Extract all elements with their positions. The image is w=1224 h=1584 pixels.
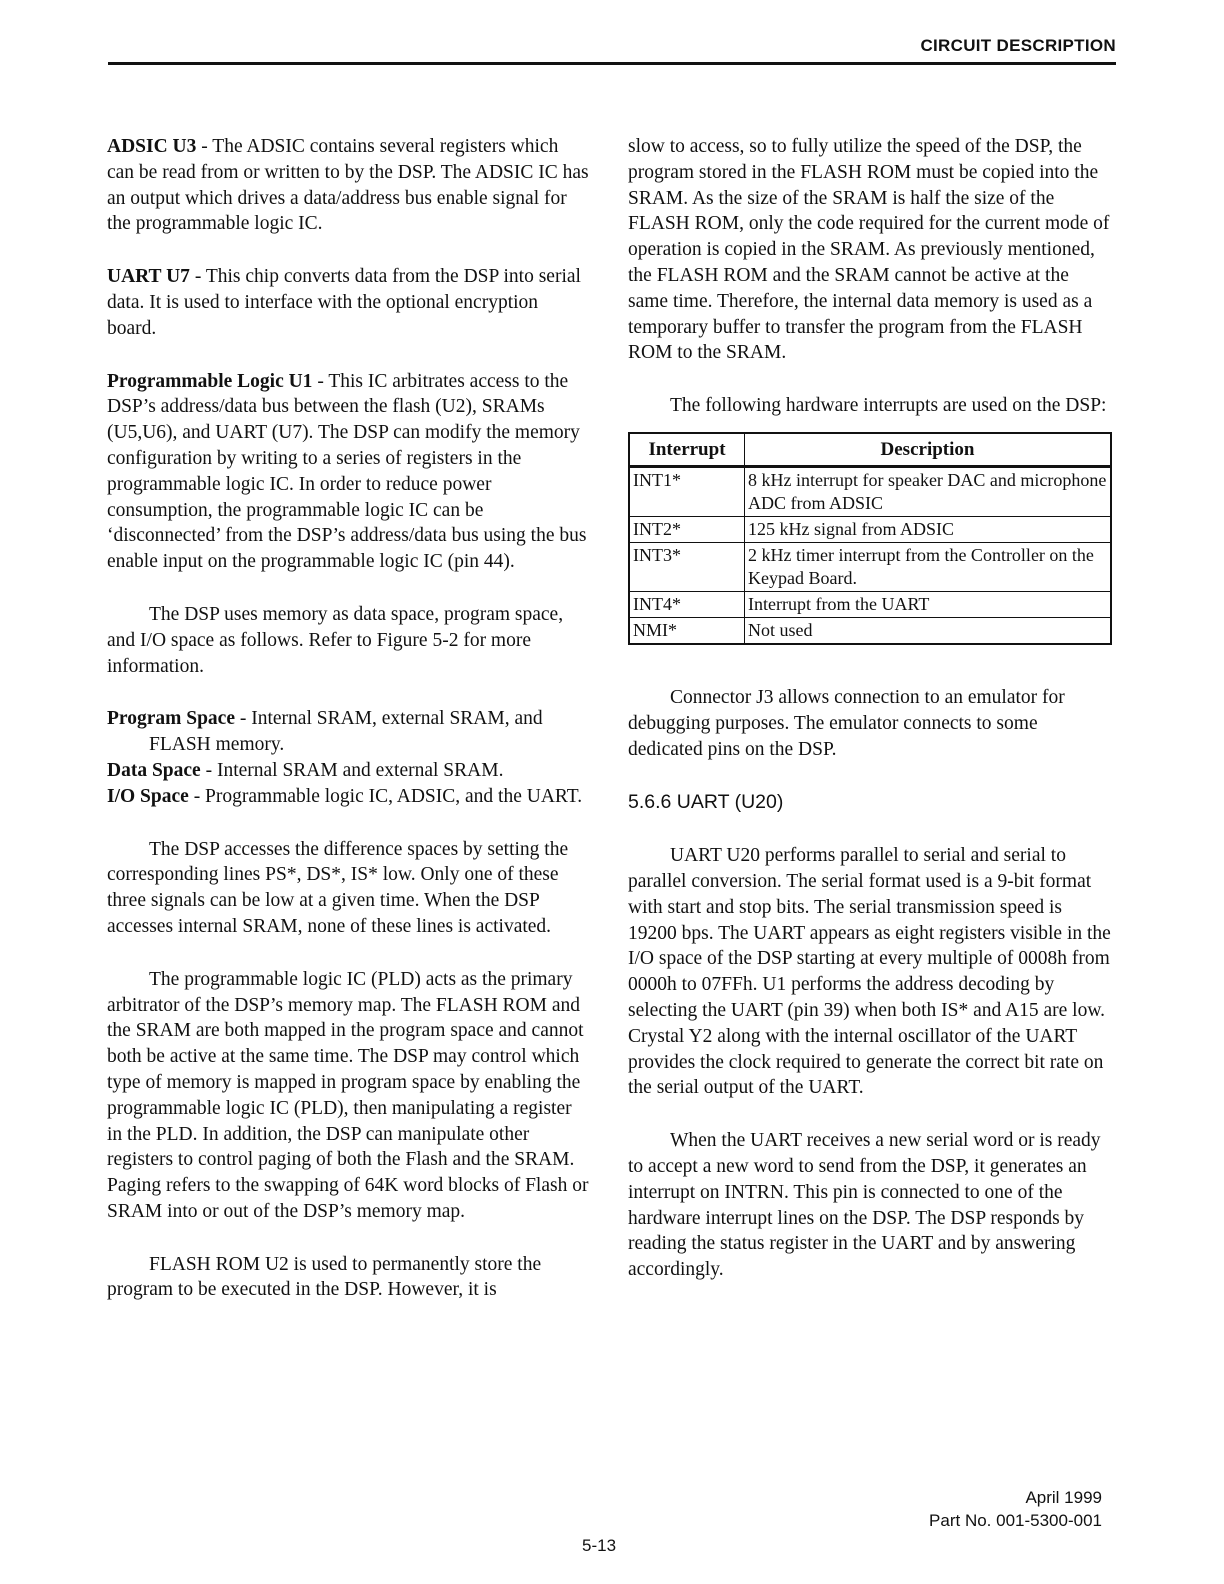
paragraph-connector-j3: Connector J3 allows connection to an emulator for debugging purposes. The emulator connects to some dedicated pins on the DSP.: [628, 686, 1065, 760]
paragraph-interrupts-intro: The following hardware interrupts are used on the DSP:: [670, 395, 1107, 417]
table-row: [629, 591, 1111, 617]
table-cell-description: Not used: [745, 617, 1112, 644]
definition-program-space: [107, 706, 589, 758]
table-cell-description: 8 kHz interrupt for speaker DAC and microphone ADC from ADSIC: [745, 466, 1112, 516]
paragraph-adsic: [107, 134, 589, 237]
table-cell-description: 2 kHz timer interrupt from the Controller on the Keypad Board.: [745, 542, 1112, 591]
paragraph-memory-spaces: The DSP uses memory as data space, program space, and I/O space as follows. Refer to Figure 5-2 for more information.: [107, 603, 564, 677]
table-cell-description: Interrupt from the UART: [745, 591, 1112, 617]
table-row: [629, 617, 1111, 644]
left-column: [107, 134, 589, 1330]
footer-part-number: Part No. 001-5300-001: [929, 1511, 1102, 1530]
table-header-row: [629, 433, 1111, 467]
paragraph-uart-u7: [107, 264, 589, 341]
memory-space-definitions: [107, 706, 589, 809]
table-cell-interrupt: NMI*: [629, 617, 745, 644]
table-cell-interrupt: INT2*: [629, 516, 745, 542]
paragraph-pld-arbitrator: The programmable logic IC (PLD) acts as the primary arbitrator of the DSP’s memory map. The FLASH ROM and the SRAM are both mapped in the program space and cannot both be active at the same time. The DSP may control which type of memory is mapped in program space by enabling the programmable logic IC (PLD), then manipulating a register in the PLD. In addition, the DSP can manipulate other registers to control paging of both the Flash and the SRAM. Paging refers to the swapping of 64K word blocks of Flash or SRAM into or out of the DSP’s memory map.: [107, 968, 589, 1222]
paragraph-uart-interrupt: When the UART receives a new serial word or is ready to accept a new word to send from the DSP, it generates an interrupt on INTRN. This pin is connected to one of the hardware interrupt lines on the DSP. The DSP responds by reading the status register in the UART and by answering accordingly.: [628, 1130, 1101, 1281]
interrupt-table: [628, 432, 1112, 645]
footer-right: [929, 1486, 1102, 1532]
term-data-space: Data Space: [107, 759, 201, 781]
text-data-space: - Internal SRAM and external SRAM.: [200, 759, 504, 781]
term-uart-u7: UART U7: [107, 266, 190, 288]
text-io-space: - Programmable logic IC, ADSIC, and the UART.: [188, 785, 583, 807]
definition-data-space: [107, 758, 589, 784]
right-column: [628, 134, 1113, 1310]
text-program-space: - Internal SRAM, external SRAM, and FLASH memory.: [149, 708, 543, 756]
text-adsic: - The ADSIC contains several registers which can be read from or written to by the DSP. The ADSIC IC has an output which drives a data/address bus enable signal for the programmable logic IC.: [107, 136, 589, 235]
table-cell-interrupt: INT4*: [629, 591, 745, 617]
term-io-space: I/O Space: [107, 785, 189, 807]
definition-io-space: [107, 784, 589, 810]
table-row: [629, 542, 1111, 591]
paragraph-uart-u20: UART U20 performs parallel to serial and serial to parallel conversion. The serial format used is a 9-bit format with start and stop bits. The serial transmission speed is 19200 bps. The UART appears as eight registers visible in the I/O space of the DSP starting at every multiple of 0008h from 0000h to 07FFh. U1 performs the address decoding by selecting the UART (pin 39) when both IS* and A15 are low. Crystal Y2 along with the internal oscillator of the UART provides the clock required to generate the correct bit rate on the serial output of the UART.: [628, 845, 1111, 1099]
table-cell-interrupt: INT3*: [629, 542, 745, 591]
text-uart-u7: - This chip converts data from the DSP into serial data. It is used to interface with the optional encryption board.: [107, 266, 581, 339]
term-adsic: ADSIC U3: [107, 136, 197, 157]
paragraph-flash-continued: slow to access, so to fully utilize the speed of the DSP, the program stored in the FLASH ROM must be copied into the SRAM. As the size of the SRAM is half the size of the FLASH ROM, only the code required for the current mode of operation is copied in the SRAM. As previously mentioned, the FLASH ROM and the SRAM cannot be active at the same time. Therefore, the internal data memory is used as a temporary buffer to transfer the program from the FLASH ROM to the SRAM.: [628, 136, 1110, 364]
table-row: [629, 466, 1111, 516]
term-program-space: Program Space: [107, 708, 235, 730]
running-header: CIRCUIT DESCRIPTION: [920, 36, 1116, 55]
table-row: [629, 516, 1111, 542]
table-cell-description: 125 kHz signal from ADSIC: [745, 516, 1112, 542]
page-number: 5-13: [582, 1536, 617, 1555]
paragraph-space-lines: The DSP accesses the difference spaces by setting the corresponding lines PS*, DS*, IS* low. Only one of these three signals can be low at a given time. When the DSP accesses internal SRAM, none of these lines is activated.: [107, 838, 569, 937]
header-rule: [108, 62, 1116, 65]
table-header-description: Description: [745, 433, 1112, 467]
term-programmable-logic: Programmable Logic U1: [107, 370, 313, 392]
table-cell-interrupt: INT1*: [629, 466, 745, 516]
paragraph-flash-rom: FLASH ROM U2 is used to permanently store the program to be executed in the DSP. However, it is: [107, 1253, 542, 1301]
section-heading-uart-u20: 5.6.6 UART (U20): [628, 791, 784, 814]
text-programmable-logic: - This IC arbitrates access to the DSP’s address/data bus between the flash (U2), SRAMs (U5,U6), and UART (U7). The DSP can modify the memory configuration by writing to a series of registers in the programmable logic IC. In order to reduce power consumption, the programmable logic IC can be ‘disconnected’ from the DSP’s address/data bus using the bus enable input on the programmable logic IC (pin 44).: [107, 370, 587, 573]
paragraph-programmable-logic: [107, 369, 589, 575]
footer-date: April 1999: [1025, 1488, 1102, 1507]
table-header-interrupt: Interrupt: [629, 433, 745, 467]
